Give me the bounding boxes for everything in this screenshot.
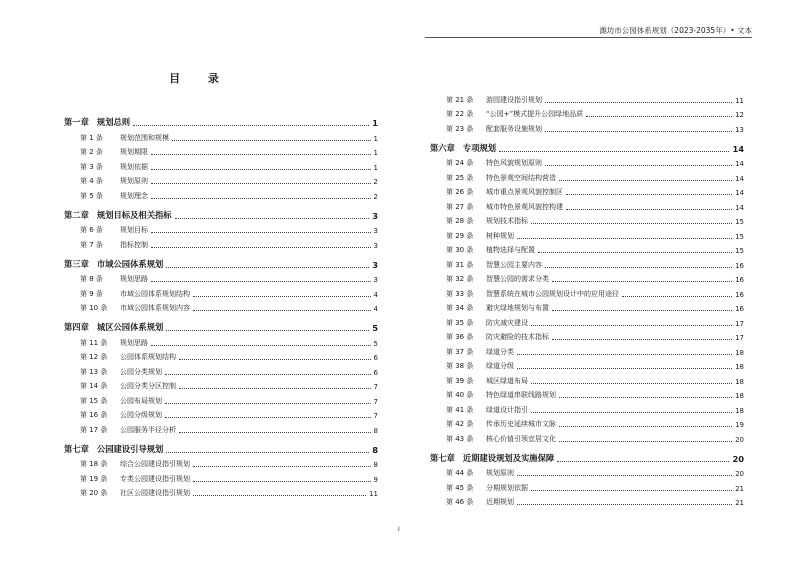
toc-entry-title: 核心价值引领宜居文化 <box>486 434 556 443</box>
toc-entry-title: 防灾减灾建设 <box>486 318 528 327</box>
toc-entry-title: 规划思路 <box>120 338 148 347</box>
toc-entry-title: 指标控制 <box>120 240 148 249</box>
toc-article-entry[interactable] <box>430 183 744 198</box>
toc-entry-title: 智慧公园的需求分类 <box>486 275 549 283</box>
toc-entry-number: 第 42 条 <box>446 420 474 428</box>
toc-leader-dots <box>166 452 369 453</box>
toc-article-entry[interactable] <box>430 299 744 314</box>
toc-entry-title: 专项规划 <box>462 142 497 153</box>
toc-entry-page: 19 <box>735 421 744 429</box>
toc-entry-title: 规划目标及相关指标 <box>96 209 172 220</box>
toc-entry-title: 绿道分级 <box>486 362 514 370</box>
toc-leader-dots <box>531 325 732 326</box>
toc-entry-number: 第 3 条 <box>80 162 103 171</box>
toc-entry-title: 市域公园体系规划结构 <box>120 289 190 298</box>
toc-leader-dots <box>517 368 732 369</box>
toc-entry-page: 17 <box>735 319 744 328</box>
toc-entry-page: 21 <box>735 484 744 493</box>
toc-entry-title: 规划原则 <box>120 177 148 185</box>
toc-entry-page: 11 <box>369 490 378 498</box>
toc-entry-number: 第 27 条 <box>446 202 474 211</box>
toc-entry-title: 分期规划依据 <box>486 483 528 492</box>
toc-chapter-entry[interactable] <box>430 134 744 154</box>
toc-left-column <box>64 108 378 498</box>
toc-entry-number: 第 33 条 <box>446 289 474 298</box>
toc-entry-number: 第 4 条 <box>80 177 103 185</box>
toc-article-entry[interactable] <box>430 154 744 169</box>
toc-leader-dots <box>531 490 732 491</box>
toc-entry-number: 第七章 <box>430 452 455 463</box>
toc-entry-number: 第 24 条 <box>446 159 474 167</box>
toc-entry-number: 第 45 条 <box>446 483 474 492</box>
toc-entry-title: 专类公园建设指引规划 <box>120 474 190 483</box>
toc-article-entry[interactable] <box>64 362 378 377</box>
toc-entry-number: 第 5 条 <box>80 191 103 200</box>
toc-article-entry[interactable] <box>64 333 378 348</box>
toc-article-entry[interactable] <box>430 119 744 134</box>
toc-entry-title: 树种规划 <box>486 231 514 240</box>
toc-entry-number: 第 18 条 <box>80 460 108 468</box>
toc-entry-title: 公园分类分区控制 <box>120 382 176 390</box>
toc-entry-page: 15 <box>735 218 744 226</box>
toc-leader-dots <box>179 359 371 360</box>
toc-chapter-entry[interactable] <box>64 435 378 455</box>
toc-leader-dots <box>151 345 371 346</box>
toc-entry-page: 18 <box>735 377 744 386</box>
toc-leader-dots <box>165 417 371 418</box>
toc-entry-number: 第 13 条 <box>80 367 108 376</box>
toc-entry-title: 规划技术指标 <box>486 217 528 225</box>
toc-entry-number: 第 46 条 <box>446 498 474 506</box>
toc-article-entry[interactable] <box>64 348 378 363</box>
toc-entry-page: 18 <box>735 348 744 357</box>
toc-entry-title: 特色景观空间结构营造 <box>486 173 556 182</box>
toc-leader-dots <box>531 412 732 413</box>
toc-entry-number: 第 43 条 <box>446 434 474 443</box>
toc-leader-dots <box>151 154 371 155</box>
toc-entry-page: 4 <box>373 305 378 313</box>
toc-entry-number: 第 12 条 <box>80 353 108 361</box>
toc-entry-page: 12 <box>735 111 744 119</box>
toc-entry-title: 配套服务设施规划 <box>486 124 542 133</box>
toc-entry-page: 3 <box>373 241 378 250</box>
toc-article-entry[interactable] <box>430 226 744 241</box>
toc-entry-page: 14 <box>735 160 744 168</box>
toc-entry-number: 第 40 条 <box>446 391 474 399</box>
toc-chapter-entry[interactable] <box>430 444 744 464</box>
toc-leader-dots <box>193 466 371 467</box>
toc-article-entry[interactable] <box>430 386 744 401</box>
toc-article-entry[interactable] <box>430 328 744 343</box>
toc-entry-title: 特色风貌规划原则 <box>486 159 542 167</box>
toc-leader-dots <box>545 165 732 166</box>
toc-article-entry[interactable] <box>64 406 378 421</box>
toc-leader-dots <box>552 339 732 340</box>
toc-entry-title: 市域公园体系规划内容 <box>120 304 190 312</box>
toc-entry-page: 14 <box>735 203 744 212</box>
toc-leader-dots <box>566 194 732 195</box>
toc-article-entry[interactable] <box>64 235 378 250</box>
toc-article-entry[interactable] <box>430 241 744 256</box>
toc-entry-title: 规划期限 <box>120 148 148 156</box>
toc-article-entry[interactable] <box>64 186 378 201</box>
toc-entry-page: 14 <box>732 143 744 154</box>
toc-entry-number: 第 44 条 <box>446 469 474 477</box>
toc-entry-number: 第 6 条 <box>80 226 103 234</box>
toc-article-entry[interactable] <box>64 420 378 435</box>
toc-entry-title: 公园体系规划结构 <box>120 353 176 361</box>
toc-entry-number: 第 31 条 <box>446 260 474 269</box>
toc-article-entry[interactable] <box>430 313 744 328</box>
toc-entry-number: 第 10 条 <box>80 304 108 312</box>
toc-entry-number: 第 1 条 <box>80 133 103 142</box>
toc-entry-page: 8 <box>373 426 378 435</box>
toc-entry-page: 11 <box>735 96 744 105</box>
toc-leader-dots <box>193 296 371 297</box>
toc-article-entry[interactable] <box>64 299 378 314</box>
toc-entry-number: 第 35 条 <box>446 318 474 327</box>
toc-entry-page: 1 <box>372 118 378 128</box>
toc-entry-page: 9 <box>373 475 378 484</box>
toc-entry-number: 第 2 条 <box>80 148 103 156</box>
toc-entry-title: 城市重点景观风貌控制区 <box>486 188 563 196</box>
toc-entry-page: 17 <box>735 334 744 342</box>
toc-entry-title: 智慧系统在城市公园规划设计中的应用途径 <box>486 289 619 298</box>
toc-leader-dots <box>151 169 371 170</box>
toc-entry-title: “公园+”模式提升公园绿地品质 <box>486 110 584 118</box>
page-number: I <box>398 526 400 533</box>
toc-entry-title: 公园分级规划 <box>120 411 162 419</box>
toc-entry-page: 2 <box>373 192 378 201</box>
toc-article-entry[interactable] <box>64 172 378 187</box>
toc-entry-number: 第 29 条 <box>446 231 474 240</box>
toc-entry-number: 第 22 条 <box>446 110 474 118</box>
toc-entry-page: 16 <box>735 305 744 313</box>
toc-leader-dots <box>545 267 732 268</box>
toc-leader-dots <box>622 296 732 297</box>
toc-leader-dots <box>179 388 371 389</box>
toc-entry-number: 第 30 条 <box>446 246 474 254</box>
toc-article-entry[interactable] <box>430 357 744 372</box>
toc-entry-number: 第 11 条 <box>80 338 108 347</box>
toc-leader-dots <box>559 426 732 427</box>
toc-entry-title: 近期建设规划及实施保障 <box>462 452 555 463</box>
toc-entry-number: 第 41 条 <box>446 405 474 414</box>
toc-entry-page: 3 <box>373 276 378 284</box>
toc-entry-number: 第 15 条 <box>80 396 108 405</box>
toc-article-entry[interactable] <box>64 128 378 143</box>
toc-leader-dots <box>517 354 732 355</box>
toc-entry-page: 3 <box>372 259 378 270</box>
toc-article-entry[interactable] <box>430 478 744 493</box>
toc-entry-title: 植物选择与配置 <box>486 246 535 254</box>
toc-entry-page: 3 <box>372 210 378 221</box>
toc-entry-title: 特色绿道串联线路规划 <box>486 391 556 399</box>
toc-entry-page: 5 <box>373 339 378 348</box>
toc-entry-page: 21 <box>735 499 744 507</box>
toc-entry-number: 第 37 条 <box>446 347 474 356</box>
toc-entry-title: 公园建设引导规划 <box>96 443 164 454</box>
toc-entry-title: 规划总则 <box>96 117 131 127</box>
toc-entry-title: 规划目标 <box>120 226 148 234</box>
toc-entry-number: 第 20 条 <box>80 489 108 497</box>
toc-leader-dots <box>559 441 732 442</box>
toc-article-entry[interactable] <box>430 493 744 508</box>
toc-chapter-entry[interactable] <box>64 250 378 270</box>
toc-entry-page: 20 <box>732 453 744 464</box>
toc-entry-number: 第 17 条 <box>80 425 108 434</box>
toc-entry-number: 第 16 条 <box>80 411 108 419</box>
toc-entry-title: 游园建设指引规划 <box>486 95 542 104</box>
toc-leader-dots <box>151 281 371 282</box>
toc-right-column <box>430 90 744 507</box>
toc-entry-title: 市域公园体系规划 <box>96 258 164 269</box>
toc-entry-page: 1 <box>373 149 378 157</box>
toc-article-entry[interactable] <box>430 255 744 270</box>
toc-article-entry[interactable] <box>430 400 744 415</box>
toc-article-entry[interactable] <box>430 212 744 227</box>
toc-entry-number: 第 34 条 <box>446 304 474 312</box>
toc-leader-dots <box>165 374 371 375</box>
toc-article-entry[interactable] <box>430 90 744 105</box>
toc-entry-title: 规划理念 <box>120 191 148 200</box>
toc-chapter-entry[interactable] <box>64 108 378 128</box>
toc-entry-page: 8 <box>373 461 378 469</box>
toc-entry-title: 绿道分类 <box>486 347 514 356</box>
toc-leader-dots <box>517 504 732 505</box>
toc-entry-page: 7 <box>373 383 378 391</box>
toc-entry-number: 第七章 <box>64 443 89 454</box>
toc-entry-page: 1 <box>373 163 378 172</box>
toc-leader-dots <box>179 432 371 433</box>
toc-entry-title: 规划思路 <box>120 275 148 283</box>
toc-entry-page: 13 <box>735 125 744 134</box>
toc-entry-page: 16 <box>735 261 744 270</box>
toc-leader-dots <box>193 310 371 311</box>
toc-entry-page: 15 <box>735 232 744 241</box>
toc-leader-dots <box>545 102 732 103</box>
toc-entry-page: 14 <box>735 174 744 183</box>
toc-article-entry[interactable] <box>64 391 378 406</box>
toc-leader-dots <box>172 140 371 141</box>
toc-entry-page: 7 <box>373 397 378 406</box>
toc-article-entry[interactable] <box>430 105 744 120</box>
toc-entry-number: 第六章 <box>430 142 455 153</box>
toc-entry-page: 18 <box>735 406 744 415</box>
toc-leader-dots <box>517 238 732 239</box>
toc-entry-title: 传承历史延续城市文脉 <box>486 420 556 428</box>
toc-leader-dots <box>552 281 732 282</box>
toc-article-entry[interactable] <box>430 342 744 357</box>
toc-entry-number: 第 38 条 <box>446 362 474 370</box>
toc-leader-dots <box>545 131 732 132</box>
toc-entry-number: 第一章 <box>64 117 89 127</box>
toc-article-entry[interactable] <box>64 484 378 499</box>
toc-leader-dots <box>151 247 371 248</box>
toc-entry-title: 避灾绿地规划与布置 <box>486 304 549 312</box>
toc-entry-title: 公园分类规划 <box>120 367 162 376</box>
toc-leader-dots <box>538 252 732 253</box>
toc-entry-number: 第 9 条 <box>80 289 103 298</box>
toc-article-entry[interactable] <box>430 270 744 285</box>
toc-entry-page: 16 <box>735 290 744 299</box>
toc-entry-number: 第 39 条 <box>446 376 474 385</box>
toc-entry-number: 第 14 条 <box>80 382 108 390</box>
toc-entry-title: 综合公园建设指引规划 <box>120 460 190 468</box>
toc-entry-number: 第 23 条 <box>446 124 474 133</box>
toc-leader-dots <box>151 198 371 199</box>
toc-entry-number: 第 26 条 <box>446 188 474 196</box>
toc-article-entry[interactable] <box>430 197 744 212</box>
toc-leader-dots <box>586 116 732 117</box>
toc-leader-dots <box>175 218 370 219</box>
toc-leader-dots <box>552 310 732 311</box>
toc-entry-page: 5 <box>372 323 378 333</box>
toc-entry-title: 规划原则 <box>486 469 514 477</box>
toc-entry-page: 15 <box>735 247 744 255</box>
toc-leader-dots <box>151 232 371 233</box>
toc-entry-title: 城区公园体系规划 <box>96 322 164 332</box>
toc-leader-dots <box>151 183 371 184</box>
toc-article-entry[interactable] <box>64 284 378 299</box>
toc-leader-dots <box>166 330 369 331</box>
toc-leader-dots <box>133 125 369 126</box>
toc-entry-page: 6 <box>373 368 378 377</box>
toc-leader-dots <box>531 383 732 384</box>
toc-entry-page: 20 <box>735 470 744 478</box>
toc-leader-dots <box>559 397 732 398</box>
toc-title: 目 录 <box>169 72 231 85</box>
toc-entry-number: 第二章 <box>64 209 89 220</box>
toc-entry-title: 公园布局规划 <box>120 396 162 405</box>
toc-entry-page: 2 <box>373 178 378 186</box>
toc-chapter-entry[interactable] <box>64 201 378 221</box>
toc-leader-dots <box>166 267 369 268</box>
toc-article-entry[interactable] <box>64 143 378 158</box>
toc-article-entry[interactable] <box>430 284 744 299</box>
toc-entry-number: 第 28 条 <box>446 217 474 225</box>
toc-leader-dots <box>165 403 371 404</box>
toc-leader-dots <box>193 495 366 496</box>
toc-article-entry[interactable] <box>430 168 744 183</box>
toc-entry-page: 3 <box>373 227 378 235</box>
toc-leader-dots <box>517 475 732 476</box>
toc-entry-title: 公园服务半径分析 <box>120 425 176 434</box>
toc-article-entry[interactable] <box>64 455 378 470</box>
toc-entry-number: 第 8 条 <box>80 275 103 283</box>
toc-article-entry[interactable] <box>430 415 744 430</box>
toc-leader-dots <box>566 209 732 210</box>
toc-entry-page: 14 <box>735 189 744 197</box>
toc-entry-number: 第 21 条 <box>446 95 474 104</box>
toc-entry-page: 16 <box>735 276 744 284</box>
toc-article-entry[interactable] <box>430 464 744 479</box>
toc-entry-title: 绿道设计指引 <box>486 405 528 414</box>
toc-article-entry[interactable] <box>64 270 378 285</box>
toc-entry-title: 规划依据 <box>120 162 148 171</box>
toc-entry-page: 1 <box>373 134 378 143</box>
toc-entry-title: 智慧公园主要内容 <box>486 260 542 269</box>
toc-entry-number: 第 36 条 <box>446 333 474 341</box>
toc-entry-title: 社区公园建设指引规划 <box>120 489 190 497</box>
toc-entry-page: 6 <box>373 354 378 362</box>
toc-entry-page: 18 <box>735 363 744 371</box>
toc-leader-dots <box>559 180 732 181</box>
toc-article-entry[interactable] <box>64 157 378 172</box>
toc-entry-page: 7 <box>373 412 378 420</box>
toc-entry-number: 第 32 条 <box>446 275 474 283</box>
toc-entry-number: 第 19 条 <box>80 474 108 483</box>
toc-entry-title: 防灾避险的技术指标 <box>486 333 549 341</box>
toc-article-entry[interactable] <box>64 221 378 236</box>
toc-article-entry[interactable] <box>64 469 378 484</box>
toc-entry-number: 第三章 <box>64 258 89 269</box>
toc-article-entry[interactable] <box>64 377 378 392</box>
toc-entry-title: 规划范围和规模 <box>120 133 169 142</box>
toc-leader-dots <box>193 481 371 482</box>
toc-article-entry[interactable] <box>430 429 744 444</box>
running-header: 潍坊市公园体系规划（2023-2035年）• 文本 <box>599 26 752 35</box>
toc-leader-dots <box>531 223 732 224</box>
toc-entry-page: 8 <box>372 444 378 455</box>
toc-entry-number: 第 7 条 <box>80 240 103 249</box>
toc-leader-dots <box>557 461 729 462</box>
toc-entry-number: 第 25 条 <box>446 173 474 182</box>
toc-entry-page: 20 <box>735 435 744 444</box>
toc-entry-title: 城区绿道布局 <box>486 376 528 385</box>
toc-entry-page: 4 <box>373 290 378 299</box>
toc-entry-title: 城市特色景观风貌控构建 <box>486 202 563 211</box>
toc-entry-number: 第四章 <box>64 322 89 332</box>
toc-entry-title: 近期规划 <box>486 498 514 506</box>
toc-leader-dots <box>499 151 729 152</box>
toc-article-entry[interactable] <box>430 371 744 386</box>
header-rule <box>425 37 752 38</box>
toc-entry-page: 18 <box>735 392 744 400</box>
toc-chapter-entry[interactable] <box>64 313 378 333</box>
